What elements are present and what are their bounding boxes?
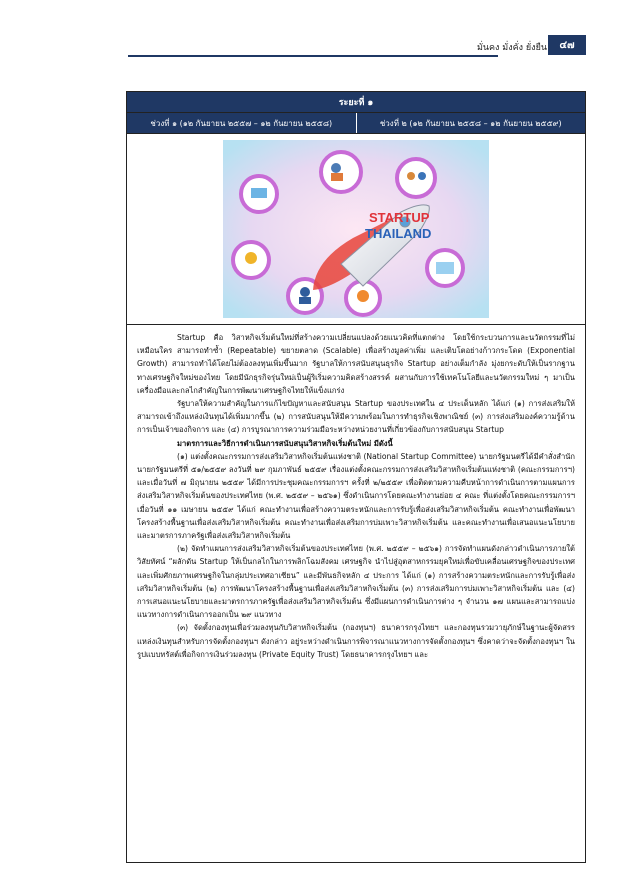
bubble-left-lower bbox=[233, 242, 269, 278]
bubble-top-right bbox=[397, 159, 435, 197]
paragraph-measure-1: (๑) แต่งตั้งคณะกรรมการส่งเสริมวิสาหกิจเริ่มต้นแห่งชาติ (National Startup Committee) นายกรัฐมนตรีได้มีคำสั่งสำนักนายกรัฐมนตรีที่ ๕๑/๒๕๕๙ ลงวันที่ ๒๙ กุมภาพันธ์ ๒๕๕๙ เรื่องแต่งตั้งคณะกรรมการส่งเสริมวิสาหกิจเริ่มต้นแห่งชาติ (คณะกรรมการฯ) และเมื่อวันที่ ๗ มิถุนายน ๒๕๕๙ ได้มีการประชุมคณะกรรมการฯ ครั้งที่ ๒/๒๕๕๙ เพื่อติดตามความคืบหน้าการดำเนินการตามแผนการส่งเสริมวิสาหกิจเริ่มต้นของประเทศไทย (พ.ศ. ๒๕๕๙ – ๒๕๖๑) ซึ่งดำเนินการโดยคณะทำงานย่อย ๔ คณะ ที่แต่งตั้งโดยคณะกรรมการฯ เมื่อวันที่ ๑๑ เมษายน ๒๕๕๙ ได้แก่ คณะทำงานเพื่อสร้างความตระหนักและการรับรู้เพื่อส่งเสริมวิสาหกิจเริ่มต้น คณะทำงานเพื่อพัฒนาโครงสร้างพื้นฐานเพื่อส่งเสริมวิสาหกิจเริ่มต้น คณะทำงานเพื่อส่งเสริมการบ่มเพาะวิสาหกิจเริ่มต้น และคณะทำงานเพื่อเสนอแนะนโยบายและมาตรการภาครัฐเพื่อส่งเสริมวิสาหกิจเริ่มต้น bbox=[137, 451, 575, 541]
bubble-top-center bbox=[321, 152, 361, 192]
period-1-label: ช่วงที่ ๑ (๑๒ กันยายน ๒๕๕๗ – ๑๒ กันยายน ๒๕๕๘) bbox=[150, 118, 333, 128]
content-table bbox=[126, 91, 586, 863]
bubble-left-upper bbox=[241, 176, 277, 212]
period-header-row bbox=[127, 113, 585, 134]
paragraph-startup-definition: Startup คือ วิสาหกิจเริ่มต้นใหม่ที่สร้างความเปลี่ยนแปลงด้วยแนวคิดที่แตกต่าง โดยใช้กระบวนการและนวัตกรรมที่ไม่เหมือนใคร สามารถทำซ้ำ (Repeatable) ขยายตลาด (Scalable) เพื่อสร้างมูลค่าเพิ่ม และเติบโตอย่างก้าวกระโดด (Exponential Growth) สามารถทำได้โดยไม่ต้องลงทุนเพิ่มขึ้นมาก รัฐบาลให้การสนับสนุนธุรกิจ Startup อย่างเต็มกำลัง มุ่งยกระดับให้เป็นรากฐานทางเศรษฐกิจใหม่ของไทย โดยมีนักธุรกิจรุ่นใหม่เป็นผู้ริเริ่มความคิดสร้างสรรค์ ผสานกับการใช้เทคโนโลยีและนวัตกรรมใหม่ ๆ มาเป็นเครื่องมือและกลไกสำคัญในการพัฒนาเศรษฐกิจไทยให้แข็งแกร่ง bbox=[137, 333, 575, 395]
paragraph-measure-2: (๒) จัดทำแผนการส่งเสริมวิสาหกิจเริ่มต้นของประเทศไทย (พ.ศ. ๒๕๕๙ – ๒๕๖๑) การจัดทำแผนดังกล่าวดำเนินการภายใต้วิสัยทัศน์ “ผลักดัน Startup ให้เป็นกลไกในการพลิกโฉมสังคม เศรษฐกิจ นำไปสู่อุตสาหกรรมยุคใหม่เพื่อขับเคลื่อนเศรษฐกิจของประเทศ และเพิ่มศักยภาพเศรษฐกิจในกลุ่มประเทศอาเซียน” และมีพันธกิจหลัก ๔ ประการ ได้แก่ (๑) การสร้างความตระหนักและการรับรู้เพื่อส่งเสริมวิสาหกิจเริ่มต้น (๒) การพัฒนาโครงสร้างพื้นฐานเพื่อส่งเสริมวิสาหกิจเริ่มต้น (๓) การส่งเสริมการบ่มเพาะวิสาหกิจเริ่มต้น และ (๔) การเสนอแนะนโยบายและมาตรการภาครัฐเพื่อส่งเสริมวิสาหกิจเริ่มต้น ซึ่งมีแผนการดำเนินการต่าง ๆ จำนวน ๑๗ แผนและสามารถแบ่งแนวทางการดำเนินการออกเป็น ๒๙ แนวทาง bbox=[137, 544, 575, 620]
illustration-title-2: THAILAND bbox=[365, 226, 432, 241]
bubble-right bbox=[427, 250, 463, 286]
startup-thailand-illustration bbox=[223, 140, 489, 318]
period-2-label: ช่วงที่ ๒ (๑๒ กันยายน ๒๕๕๘ – ๑๒ กันยายน ๒๕๕๙) bbox=[356, 113, 586, 133]
header-title: มั่นคง มั่งคั่ง ยั่งยืน bbox=[476, 43, 547, 53]
header-rule bbox=[128, 55, 498, 57]
startup-illustration-cell bbox=[127, 134, 585, 325]
paragraph-government-support: รัฐบาลให้ความสำคัญในการแก้ไขปัญหาและสนับสนุน Startup ของประเทศใน ๔ ประเด็นหลัก ได้แก่ (๑) การส่งเสริมให้สามารถเข้าถึงแหล่งเงินทุนได้เพิ่มมากขึ้น (๒) การสนับสนุนให้มีความพร้อมในการทำธุรกิจเชิงพาณิชย์ (๓) การส่งเสริมองค์ความรู้ด้านการเป็นเจ้าของกิจการ และ (๔) การบูรณาการความร่วมมือระหว่างหน่วยงานที่เกี่ยวข้องกับการสนับสนุน Startup bbox=[137, 399, 575, 435]
page-number: ๔๗ bbox=[548, 35, 586, 55]
body-text bbox=[127, 325, 585, 661]
paragraph-measure-3: (๓) จัดตั้งกองทุนเพื่อร่วมลงทุนกับวิสาหกิจเริ่มต้น (กองทุนฯ) ธนาคารกรุงไทยฯ และกองทุนรวมวายุภักษ์ในฐานะผู้จัดสรรแหล่งเงินทุนสำหรับการจัดตั้งกองทุนฯ ดังกล่าว อยู่ระหว่างดำเนินการพิจารณาแนวทางการจัดตั้งกองทุนฯ ซึ่งคาดว่าจะจัดตั้งกองทุนฯ ในรูปแบบทรัสต์เพื่อกิจการเงินร่วมลงทุน (Private Equity Trust) โดยธนาคารกรุงไทยฯ และ bbox=[137, 623, 575, 659]
page-header bbox=[0, 0, 625, 60]
section-heading-measures: มาตรการและวิธีการดำเนินการสนับสนุนวิสาหกิจเริ่มต้นใหม่ มีดังนี้ bbox=[177, 438, 393, 448]
phase-title: ระยะที่ ๑ bbox=[127, 92, 585, 113]
illustration-title-1: STARTUP bbox=[369, 210, 430, 225]
